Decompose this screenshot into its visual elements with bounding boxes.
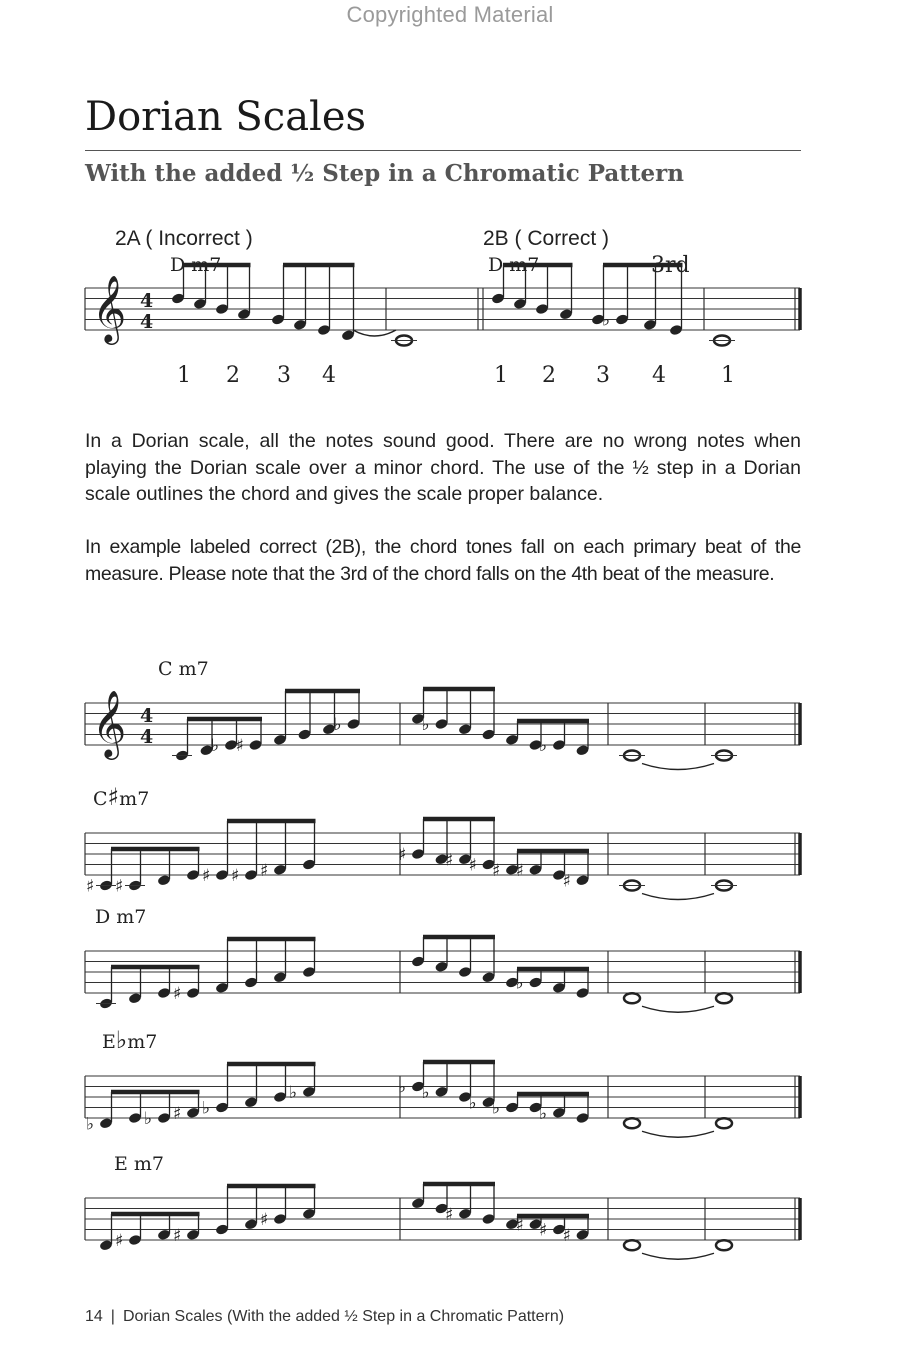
accidental: ♯ <box>86 876 95 897</box>
accidental: ♯ <box>539 1220 548 1241</box>
example-2b-label: 2B ( Correct ) <box>483 227 610 250</box>
accidental: ♭ <box>211 736 220 756</box>
time-signature-top: 4 <box>140 290 154 312</box>
beat-number: 1 <box>494 363 508 388</box>
beat-number: 3 <box>596 363 610 388</box>
chord-symbol: C m7 <box>158 658 209 680</box>
tie <box>642 764 714 770</box>
accidental: ♭ <box>515 973 524 994</box>
accidental: ♯ <box>445 850 454 871</box>
accidental: ♯ <box>260 860 269 881</box>
accidental: ♯ <box>260 1210 269 1230</box>
accidental: ♯ <box>235 736 244 756</box>
whole-note <box>716 1118 732 1128</box>
page-subtitle: With the added ½ Step in a Chromatic Pattern <box>85 160 685 187</box>
beat-number: 3 <box>277 363 291 388</box>
accidental: ♯ <box>173 1225 182 1246</box>
accidental: ♭ <box>144 1109 153 1129</box>
whole-note <box>716 993 732 1003</box>
chord-symbol: D m7 <box>95 906 147 928</box>
accidental: ♯ <box>515 860 524 881</box>
beat-number: 4 <box>652 363 666 388</box>
footer-separator: | <box>110 1308 115 1325</box>
scale-staff-d-minor <box>0 903 900 1033</box>
accidental: ♯ <box>562 871 571 892</box>
paragraph-dorian-intro: In a Dorian scale, all the notes sound good. There are no wrong notes when playing the Dorian scale over a minor chord. The use of the ½ step in a Dorian scale outlines the chord and gives the scale proper balance. <box>85 430 801 505</box>
scale-staff-e-minor <box>0 1150 900 1280</box>
accidental: ♭ <box>398 1077 407 1098</box>
time-signature-top: 4 <box>140 705 154 727</box>
scale-staff-e-flat-minor <box>0 1028 900 1158</box>
accidental: ♭ <box>492 1098 501 1119</box>
accidental: ♭ <box>421 1082 430 1103</box>
treble-clef: 𝄞 <box>92 274 127 342</box>
whole-note <box>624 1118 640 1128</box>
whole-note <box>624 1240 640 1250</box>
accidental: ♯ <box>398 845 407 865</box>
accidental: ♯ <box>468 855 477 876</box>
whole-note <box>716 1240 732 1250</box>
chord-symbol: C♯m7 <box>93 783 150 811</box>
accidental: ♭ <box>421 715 430 735</box>
accidental: ♭ <box>333 715 342 735</box>
accidental: ♯ <box>202 866 211 886</box>
paragraph-example-note: In example labeled correct (2B), the chord tones fall on each primary beat of the measure. Please note that the 3rd of the chord falls on the 4th beat of the measure. <box>85 536 801 585</box>
accidental: ♯ <box>231 866 240 886</box>
beat-number: 1 <box>177 363 191 388</box>
treble-clef: 𝄞 <box>92 689 127 757</box>
beat-number: 2 <box>542 363 556 388</box>
example-staff <box>0 220 900 390</box>
tie <box>642 1006 714 1012</box>
page-number: 14 <box>85 1308 103 1325</box>
scale-staff-c-minor <box>0 655 900 785</box>
whole-note <box>624 993 640 1003</box>
title-divider <box>85 150 801 151</box>
accidental: ♯ <box>115 1231 124 1251</box>
example-2b-chord: D m7 <box>488 254 540 276</box>
third-annotation: 3rd <box>651 253 690 278</box>
accidental: ♯ <box>173 1103 182 1124</box>
accidental: ♯ <box>173 984 182 1004</box>
scale-staff-c-sharp-minor <box>0 785 900 915</box>
accidental: ♯ <box>115 876 124 897</box>
page-title: Dorian Scales <box>85 94 367 140</box>
chord-symbol: E♭m7 <box>102 1026 158 1054</box>
accidental: ♯ <box>562 1225 571 1246</box>
beat-number: 1 <box>721 363 735 388</box>
page-footer <box>85 1308 564 1326</box>
accidental: ♯ <box>515 1215 524 1236</box>
beat-number: 4 <box>322 363 336 388</box>
beat-number: 2 <box>226 363 240 388</box>
example-2b-numbers <box>494 363 735 388</box>
tie <box>642 894 714 900</box>
accidental: ♯ <box>445 1204 454 1225</box>
accidental: ♭ <box>202 1098 211 1119</box>
accidental: ♭ <box>468 1093 477 1114</box>
accidental: ♯ <box>492 860 501 881</box>
tie <box>353 330 396 336</box>
example-2a-chord: D m7 <box>170 254 222 276</box>
accidental: ♭ <box>602 310 611 331</box>
accidental: ♭ <box>86 1114 95 1135</box>
accidental: ♭ <box>289 1082 298 1103</box>
example-2a-numbers <box>177 363 336 388</box>
tie <box>642 1131 714 1137</box>
accidental: ♭ <box>539 736 548 756</box>
accidental: ♭ <box>539 1103 548 1124</box>
copyright-watermark: Copyrighted Material <box>346 2 554 27</box>
chord-symbol: E m7 <box>114 1153 165 1175</box>
time-signature-bottom: 4 <box>140 311 154 333</box>
tie <box>642 1253 714 1259</box>
time-signature-bottom: 4 <box>140 726 154 748</box>
example-2a-label: 2A ( Incorrect ) <box>115 227 253 250</box>
footer-text: Dorian Scales (With the added ½ Step in a Chromatic Pattern) <box>122 1308 565 1325</box>
